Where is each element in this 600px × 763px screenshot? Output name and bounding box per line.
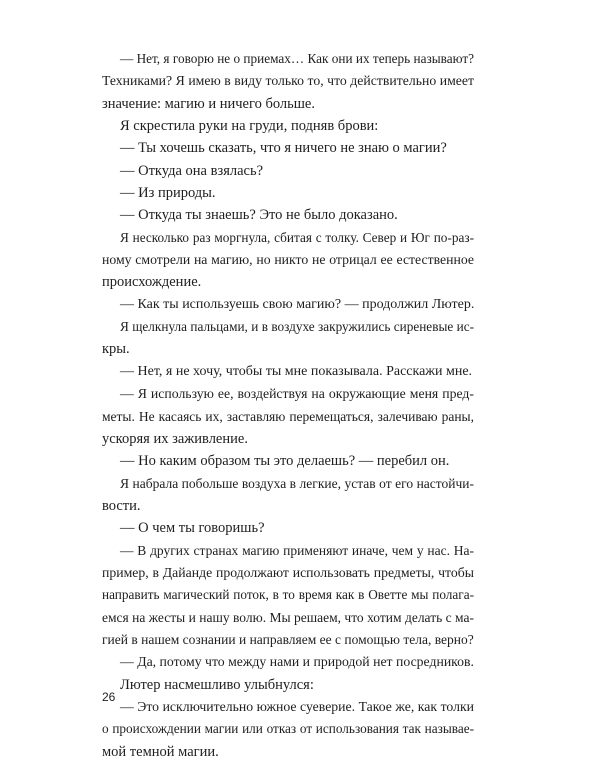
text-line: Я набрала побольше воздуха в легкие, устав от его настойчи- xyxy=(120,475,474,491)
text-line: — Как ты используешь свою магию? — продолжил Лютер. xyxy=(120,296,475,312)
text-line: значение: магию и ничего больше. xyxy=(102,95,315,112)
text-line: гией в нашем сознании и направляем ее с помощью тела, верно? xyxy=(102,631,474,647)
text-line: — Нет, я не хочу, чтобы ты мне показывала. Расскажи мне. xyxy=(120,363,473,379)
text-line: направить магический поток, в то время как в Оветте мы полага- xyxy=(102,587,474,603)
text-line: происхождение. xyxy=(102,274,202,291)
text-line: меты. Не касаясь их, заставляю перемещаться, залечиваю раны, xyxy=(102,408,474,424)
text-line: — Да, потому что между нами и природой нет посредников. xyxy=(120,654,474,670)
text-line: ускоряя их заживление. xyxy=(102,430,248,447)
text-line: — О чем ты говоришь? xyxy=(120,520,265,537)
text-line: пример, в Дайанде продолжают использовать предметы, чтобы xyxy=(102,564,474,580)
text-line: — Я использую ее, воздействуя на окружающие меня пред- xyxy=(120,386,474,402)
text-line: вости. xyxy=(102,497,141,514)
text-line: мой темной магии. xyxy=(102,743,219,760)
text-line: кры. xyxy=(102,341,130,358)
text-line: Я щелкнула пальцами, и в воздухе закружились сиреневые ис- xyxy=(120,319,474,335)
page-number: 26 xyxy=(102,690,116,704)
text-line: — Откуда ты знаешь? Это не было доказано. xyxy=(120,207,398,224)
text-line: Я несколько раз моргнула, сбитая с толку. Север и Юг по-раз- xyxy=(120,229,474,245)
body-text xyxy=(102,48,474,763)
text-line: ному смотрели на магию, но никто не отрицал ее естественное xyxy=(102,252,474,268)
text-line: о происхождении магии или отказ от использования так называе- xyxy=(102,721,474,737)
text-line: — Ты хочешь сказать, что я ничего не знаю о магии? xyxy=(120,140,447,157)
text-line: Лютер насмешливо улыбнулся: xyxy=(120,676,314,693)
text-line: — В других странах магию применяют иначе, чем у нас. На- xyxy=(120,542,474,558)
text-line: — Это исключительно южное суеверие. Такое же, как толки xyxy=(120,698,474,714)
text-line: емся на жесты и нашу волю. Мы решаем, что хотим делать с ма- xyxy=(102,609,474,625)
text-line: Техниками? Я имею в виду только то, что действительно имеет xyxy=(102,73,474,89)
text-line: — Но каким образом ты это делаешь? — перебил он. xyxy=(120,453,450,470)
text-line: — Откуда она взялась? xyxy=(120,162,264,179)
text-line: — Нет, я говорю не о приемах… Как они их теперь называют? xyxy=(120,51,474,66)
text-line: — Из природы. xyxy=(120,185,216,202)
text-line: Я скрестила руки на груди, подняв брови: xyxy=(120,118,379,135)
